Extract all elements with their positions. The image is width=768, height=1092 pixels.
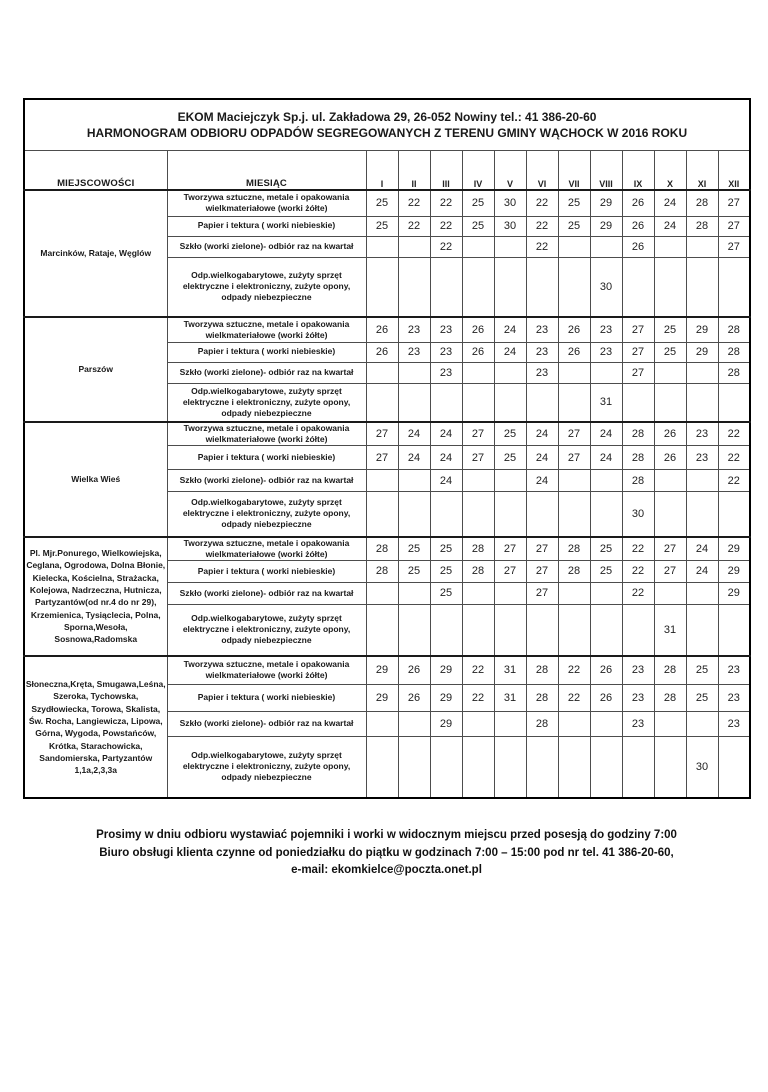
schedule-day-cell: 23	[398, 317, 430, 342]
column-header-month-IV: IV	[462, 151, 494, 191]
schedule-day-cell: 28	[526, 684, 558, 711]
schedule-day-cell: 28	[462, 560, 494, 582]
schedule-day-cell: 26	[462, 342, 494, 362]
schedule-day-cell: 23	[718, 684, 750, 711]
schedule-day-cell: 22	[718, 446, 750, 470]
schedule-day-cell: 27	[462, 446, 494, 470]
schedule-day-cell: 22	[430, 216, 462, 236]
schedule-day-cell	[686, 492, 718, 537]
schedule-day-cell: 29	[590, 190, 622, 216]
schedule-day-cell: 27	[526, 537, 558, 561]
waste-type-label: Odp.wielkogabarytowe, zużyty sprzęt elektryczne i elektroniczny, zużyte opony, odpady niebezpieczne	[167, 492, 366, 537]
schedule-day-cell	[398, 257, 430, 317]
schedule-day-cell: 27	[494, 537, 526, 561]
schedule-day-cell	[558, 582, 590, 604]
waste-type-label: Tworzywa sztuczne, metale i opakowania wielkmateriałowe (worki żółte)	[167, 317, 366, 342]
schedule-day-cell: 27	[622, 317, 654, 342]
footer-note	[23, 827, 750, 880]
column-header-month-VIII: VIII	[590, 151, 622, 191]
schedule-day-cell	[398, 604, 430, 656]
schedule-day-cell: 23	[686, 446, 718, 470]
schedule-day-cell: 28	[686, 216, 718, 236]
schedule-day-cell	[398, 236, 430, 257]
title-line-2: HARMONOGRAM ODBIORU ODPADÓW SEGREGOWANYCH Z TERENU GMINY WĄCHOCK W 2016 ROKU	[86, 126, 688, 140]
schedule-day-cell	[686, 711, 718, 736]
schedule-day-cell: 22	[430, 190, 462, 216]
schedule-day-cell	[590, 582, 622, 604]
schedule-day-cell: 31	[654, 604, 686, 656]
schedule-day-cell: 26	[558, 317, 590, 342]
schedule-day-cell: 25	[686, 656, 718, 684]
schedule-day-cell: 24	[494, 342, 526, 362]
schedule-day-cell: 26	[622, 216, 654, 236]
column-header-row	[24, 151, 750, 191]
schedule-day-cell	[526, 257, 558, 317]
schedule-day-cell: 27	[718, 216, 750, 236]
schedule-day-cell: 27	[462, 422, 494, 446]
schedule-day-cell: 23	[398, 342, 430, 362]
schedule-day-cell	[462, 236, 494, 257]
table-row	[24, 656, 750, 684]
schedule-day-cell: 29	[718, 537, 750, 561]
schedule-day-cell: 23	[718, 711, 750, 736]
schedule-day-cell: 28	[718, 362, 750, 383]
waste-type-label: Papier i tektura ( worki niebieskie)	[167, 560, 366, 582]
waste-type-label: Odp.wielkogabarytowe, zużyty sprzęt elektryczne i elektroniczny, zużyte opony, odpady niebezpieczne	[167, 604, 366, 656]
schedule-day-cell: 25	[494, 422, 526, 446]
schedule-day-cell	[430, 604, 462, 656]
schedule-day-cell	[686, 257, 718, 317]
schedule-day-cell: 29	[430, 684, 462, 711]
schedule-day-cell	[398, 736, 430, 798]
schedule-day-cell: 23	[622, 711, 654, 736]
waste-type-label: Szkło (worki zielone)- odbiór raz na kwartał	[167, 711, 366, 736]
schedule-day-cell: 22	[526, 236, 558, 257]
schedule-day-cell: 25	[430, 537, 462, 561]
schedule-day-cell	[558, 711, 590, 736]
table-title-cell	[24, 99, 750, 151]
table-row	[24, 317, 750, 342]
column-header-places: MIEJSCOWOŚCI	[24, 151, 167, 191]
schedule-day-cell: 29	[686, 317, 718, 342]
schedule-day-cell	[718, 257, 750, 317]
schedule-day-cell: 23	[526, 342, 558, 362]
schedule-day-cell	[494, 736, 526, 798]
column-header-month-VI: VI	[526, 151, 558, 191]
schedule-day-cell	[494, 236, 526, 257]
schedule-day-cell: 27	[654, 560, 686, 582]
schedule-day-cell	[622, 257, 654, 317]
schedule-day-cell	[462, 736, 494, 798]
schedule-day-cell: 23	[686, 422, 718, 446]
schedule-day-cell: 28	[526, 711, 558, 736]
schedule-day-cell: 27	[718, 190, 750, 216]
schedule-day-cell: 25	[558, 216, 590, 236]
schedule-day-cell: 22	[622, 582, 654, 604]
schedule-day-cell: 23	[526, 362, 558, 383]
schedule-day-cell: 28	[622, 470, 654, 492]
schedule-day-cell	[558, 604, 590, 656]
place-cell: Parszów	[24, 317, 167, 422]
schedule-day-cell: 27	[366, 422, 398, 446]
schedule-day-cell: 29	[430, 711, 462, 736]
schedule-day-cell: 25	[686, 684, 718, 711]
schedule-day-cell	[494, 711, 526, 736]
schedule-day-cell: 25	[654, 342, 686, 362]
schedule-day-cell: 25	[430, 582, 462, 604]
schedule-day-cell: 26	[558, 342, 590, 362]
schedule-day-cell: 30	[622, 492, 654, 537]
column-header-month-XII: XII	[718, 151, 750, 191]
schedule-day-cell: 25	[462, 190, 494, 216]
document-page	[0, 98, 768, 1092]
place-cell: Pl. Mjr.Ponurego, Wielkowiejska, Ceglana, Ogrodowa, Dolna Błonie, Kielecka, Kościelna, Strażacka, Kolejowa, Nadrzeczna, Hutnicza, Partyzantów(od nr.4 do nr 29), Krzemienica, Tysiąclecia, Polna, Sporna,Wesoła, Sosnowa,Radomska	[24, 537, 167, 657]
schedule-day-cell: 29	[590, 216, 622, 236]
schedule-day-cell: 22	[718, 470, 750, 492]
schedule-day-cell: 25	[398, 537, 430, 561]
schedule-day-cell: 24	[430, 446, 462, 470]
schedule-day-cell	[462, 470, 494, 492]
schedule-day-cell: 27	[558, 422, 590, 446]
waste-type-label: Odp.wielkogabarytowe, zużyty sprzęt elektryczne i elektroniczny, zużyte opony, odpady niebezpieczne	[167, 736, 366, 798]
schedule-day-cell	[718, 604, 750, 656]
schedule-day-cell	[462, 492, 494, 537]
schedule-day-cell	[526, 736, 558, 798]
schedule-day-cell: 22	[558, 684, 590, 711]
schedule-day-cell: 27	[654, 537, 686, 561]
footer-line-2: Biuro obsługi klienta czynne od poniedziałku do piątku w godzinach 7:00 – 15:00 pod nr tel. 41 386-20-60,	[99, 846, 674, 859]
schedule-day-cell: 28	[366, 537, 398, 561]
schedule-day-cell: 26	[366, 342, 398, 362]
waste-type-label: Tworzywa sztuczne, metale i opakowania wielkmateriałowe (worki żółte)	[167, 422, 366, 446]
schedule-day-cell	[686, 604, 718, 656]
waste-type-label: Papier i tektura ( worki niebieskie)	[167, 216, 366, 236]
schedule-day-cell: 25	[366, 190, 398, 216]
schedule-day-cell	[398, 492, 430, 537]
schedule-day-cell	[430, 257, 462, 317]
schedule-day-cell: 24	[494, 317, 526, 342]
schedule-day-cell	[654, 383, 686, 422]
schedule-day-cell: 24	[430, 422, 462, 446]
schedule-day-cell	[462, 257, 494, 317]
schedule-day-cell: 22	[558, 656, 590, 684]
column-header-month-II: II	[398, 151, 430, 191]
schedule-day-cell	[654, 257, 686, 317]
schedule-day-cell: 24	[526, 470, 558, 492]
schedule-day-cell	[654, 582, 686, 604]
schedule-day-cell: 25	[654, 317, 686, 342]
schedule-day-cell: 28	[558, 537, 590, 561]
schedule-day-cell	[622, 604, 654, 656]
schedule-day-cell: 28	[654, 684, 686, 711]
schedule-day-cell: 22	[462, 684, 494, 711]
schedule-day-cell: 28	[526, 656, 558, 684]
schedule-day-cell	[558, 492, 590, 537]
column-header-month-VII: VII	[558, 151, 590, 191]
schedule-day-cell	[718, 383, 750, 422]
footer-line-3: e-mail: ekomkielce@poczta.onet.pl	[291, 864, 482, 877]
schedule-day-cell	[494, 470, 526, 492]
schedule-day-cell: 28	[686, 190, 718, 216]
schedule-day-cell	[366, 736, 398, 798]
schedule-day-cell: 25	[590, 537, 622, 561]
schedule-day-cell	[654, 362, 686, 383]
schedule-day-cell: 22	[398, 190, 430, 216]
schedule-day-cell: 29	[430, 656, 462, 684]
schedule-day-cell: 22	[718, 422, 750, 446]
schedule-day-cell	[398, 582, 430, 604]
schedule-day-cell	[398, 383, 430, 422]
schedule-day-cell: 26	[462, 317, 494, 342]
schedule-day-cell: 29	[366, 684, 398, 711]
schedule-day-cell: 26	[590, 656, 622, 684]
schedule-day-cell: 26	[622, 190, 654, 216]
schedule-day-cell: 29	[366, 656, 398, 684]
schedule-day-cell	[430, 383, 462, 422]
schedule-day-cell: 27	[622, 362, 654, 383]
schedule-day-cell: 22	[462, 656, 494, 684]
schedule-day-cell	[462, 582, 494, 604]
schedule-day-cell: 27	[558, 446, 590, 470]
waste-type-label: Papier i tektura ( worki niebieskie)	[167, 342, 366, 362]
schedule-day-cell	[462, 362, 494, 383]
schedule-day-cell	[558, 362, 590, 383]
schedule-day-cell	[622, 736, 654, 798]
schedule-day-cell: 26	[590, 684, 622, 711]
table-row	[24, 422, 750, 446]
schedule-day-cell: 26	[654, 422, 686, 446]
schedule-day-cell: 23	[430, 362, 462, 383]
schedule-day-cell	[558, 383, 590, 422]
schedule-day-cell: 23	[430, 317, 462, 342]
schedule-day-cell	[366, 257, 398, 317]
schedule-day-cell: 24	[686, 537, 718, 561]
schedule-day-cell: 23	[590, 342, 622, 362]
schedule-day-cell: 25	[462, 216, 494, 236]
place-cell: Słoneczna,Kręta, Smugawa,Leśna, Szeroka, Tychowska, Szydłowiecka, Torowa, Skalista, Św. Rocha, Langiewicza, Lipowa, Górna, Wygoda, Powstańców, Krótka, Starachowicka, Sandomierska, Partyzantów 1,1a,2,3,3a	[24, 656, 167, 798]
schedule-day-cell: 22	[622, 560, 654, 582]
schedule-day-cell	[590, 711, 622, 736]
schedule-day-cell: 28	[622, 446, 654, 470]
schedule-day-cell: 27	[494, 560, 526, 582]
schedule-day-cell: 24	[398, 422, 430, 446]
schedule-day-cell	[654, 492, 686, 537]
schedule-day-cell: 25	[430, 560, 462, 582]
column-header-month: MIESIĄC	[167, 151, 366, 191]
waste-type-label: Odp.wielkogabarytowe, zużyty sprzęt elektryczne i elektroniczny, zużyte opony, odpady niebezpieczne	[167, 383, 366, 422]
place-cell: Marcinków, Rataje, Węglów	[24, 190, 167, 317]
schedule-day-cell	[462, 383, 494, 422]
schedule-day-cell: 22	[622, 537, 654, 561]
schedule-day-cell	[494, 582, 526, 604]
schedule-day-cell: 25	[366, 216, 398, 236]
schedule-day-cell	[558, 257, 590, 317]
schedule-day-cell	[686, 582, 718, 604]
schedule-day-cell: 27	[718, 236, 750, 257]
schedule-day-cell	[494, 257, 526, 317]
schedule-day-cell: 23	[430, 342, 462, 362]
title-row	[24, 99, 750, 151]
schedule-day-cell: 26	[398, 656, 430, 684]
schedule-day-cell: 25	[558, 190, 590, 216]
waste-type-label: Szkło (worki zielone)- odbiór raz na kwartał	[167, 362, 366, 383]
schedule-day-cell: 29	[686, 342, 718, 362]
schedule-day-cell: 31	[494, 656, 526, 684]
schedule-day-cell	[366, 362, 398, 383]
schedule-day-cell: 24	[430, 470, 462, 492]
schedule-day-cell: 28	[654, 656, 686, 684]
schedule-day-cell	[366, 236, 398, 257]
schedule-day-cell: 23	[718, 656, 750, 684]
column-header-month-I: I	[366, 151, 398, 191]
column-header-month-V: V	[494, 151, 526, 191]
schedule-day-cell	[558, 736, 590, 798]
schedule-day-cell	[494, 604, 526, 656]
schedule-day-cell: 30	[686, 736, 718, 798]
schedule-day-cell	[590, 492, 622, 537]
schedule-day-cell: 24	[654, 190, 686, 216]
place-cell: Wielka Wieś	[24, 422, 167, 537]
waste-type-label: Szkło (worki zielone)- odbiór raz na kwartał	[167, 582, 366, 604]
schedule-day-cell	[366, 470, 398, 492]
schedule-day-cell	[718, 492, 750, 537]
schedule-day-cell	[526, 383, 558, 422]
schedule-day-cell: 27	[526, 582, 558, 604]
schedule-day-cell: 31	[494, 684, 526, 711]
schedule-day-cell: 25	[590, 560, 622, 582]
schedule-day-cell: 24	[686, 560, 718, 582]
schedule-day-cell: 24	[398, 446, 430, 470]
schedule-day-cell	[654, 470, 686, 492]
schedule-day-cell: 24	[590, 422, 622, 446]
waste-type-label: Tworzywa sztuczne, metale i opakowania wielkmateriałowe (worki żółte)	[167, 190, 366, 216]
waste-type-label: Tworzywa sztuczne, metale i opakowania wielkmateriałowe (worki żółte)	[167, 537, 366, 561]
schedule-day-cell	[622, 383, 654, 422]
schedule-day-cell: 27	[366, 446, 398, 470]
schedule-day-cell	[398, 711, 430, 736]
schedule-day-cell: 30	[494, 216, 526, 236]
schedule-day-cell	[398, 470, 430, 492]
schedule-day-cell	[462, 711, 494, 736]
schedule-day-cell	[590, 236, 622, 257]
schedule-day-cell: 23	[622, 656, 654, 684]
schedule-day-cell: 28	[558, 560, 590, 582]
schedule-day-cell: 26	[398, 684, 430, 711]
schedule-day-cell: 28	[718, 342, 750, 362]
schedule-day-cell	[494, 383, 526, 422]
schedule-day-cell: 24	[526, 422, 558, 446]
schedule-day-cell	[686, 383, 718, 422]
column-header-month-X: X	[654, 151, 686, 191]
schedule-day-cell: 30	[494, 190, 526, 216]
table-row	[24, 537, 750, 561]
schedule-day-cell	[590, 470, 622, 492]
waste-type-label: Szkło (worki zielone)- odbiór raz na kwartał	[167, 236, 366, 257]
schedule-day-cell	[558, 236, 590, 257]
schedule-day-cell: 26	[654, 446, 686, 470]
schedule-day-cell: 28	[718, 317, 750, 342]
schedule-day-cell: 26	[366, 317, 398, 342]
schedule-day-cell: 28	[622, 422, 654, 446]
schedule-day-cell	[430, 492, 462, 537]
schedule-day-cell	[590, 736, 622, 798]
waste-type-label: Szkło (worki zielone)- odbiór raz na kwartał	[167, 470, 366, 492]
schedule-day-cell	[366, 492, 398, 537]
schedule-day-cell: 27	[526, 560, 558, 582]
schedule-day-cell: 28	[462, 537, 494, 561]
schedule-day-cell: 25	[398, 560, 430, 582]
schedule-day-cell: 22	[526, 190, 558, 216]
column-header-month-XI: XI	[686, 151, 718, 191]
schedule-day-cell	[590, 362, 622, 383]
schedule-day-cell	[398, 362, 430, 383]
schedule-day-cell: 30	[590, 257, 622, 317]
schedule-day-cell: 23	[526, 317, 558, 342]
table-row	[24, 190, 750, 216]
schedule-day-cell	[686, 362, 718, 383]
waste-type-label: Papier i tektura ( worki niebieskie)	[167, 684, 366, 711]
schedule-day-cell	[654, 736, 686, 798]
schedule-day-cell: 31	[590, 383, 622, 422]
schedule-day-cell	[590, 604, 622, 656]
schedule-day-cell: 27	[622, 342, 654, 362]
schedule-day-cell: 22	[398, 216, 430, 236]
schedule-day-cell	[494, 492, 526, 537]
schedule-day-cell	[718, 736, 750, 798]
schedule-day-cell	[654, 711, 686, 736]
schedule-day-cell: 22	[526, 216, 558, 236]
waste-type-label: Papier i tektura ( worki niebieskie)	[167, 446, 366, 470]
schedule-day-cell	[494, 362, 526, 383]
schedule-day-cell	[686, 470, 718, 492]
schedule-day-cell: 24	[590, 446, 622, 470]
schedule-day-cell: 24	[654, 216, 686, 236]
schedule-day-cell: 28	[366, 560, 398, 582]
schedule-day-cell	[366, 383, 398, 422]
schedule-day-cell: 24	[526, 446, 558, 470]
schedule-day-cell	[430, 736, 462, 798]
schedule-day-cell	[526, 492, 558, 537]
schedule-day-cell: 23	[590, 317, 622, 342]
schedule-day-cell: 29	[718, 560, 750, 582]
waste-type-label: Tworzywa sztuczne, metale i opakowania wielkmateriałowe (worki żółte)	[167, 656, 366, 684]
schedule-day-cell: 26	[622, 236, 654, 257]
column-header-month-III: III	[430, 151, 462, 191]
schedule-day-cell	[654, 236, 686, 257]
schedule-day-cell	[366, 582, 398, 604]
title-line-1: EKOM Maciejczyk Sp.j. ul. Zakładowa 29, 26-052 Nowiny tel.: 41 386-20-60	[177, 110, 597, 124]
schedule-day-cell: 29	[718, 582, 750, 604]
schedule-day-cell: 22	[430, 236, 462, 257]
schedule-day-cell	[366, 604, 398, 656]
schedule-day-cell	[462, 604, 494, 656]
schedule-table	[23, 98, 751, 799]
schedule-day-cell	[558, 470, 590, 492]
schedule-day-cell: 23	[622, 684, 654, 711]
schedule-day-cell	[366, 711, 398, 736]
schedule-body	[24, 99, 750, 798]
waste-type-label: Odp.wielkogabarytowe, zużyty sprzęt elektryczne i elektroniczny, zużyte opony, odpady niebezpieczne	[167, 257, 366, 317]
column-header-month-IX: IX	[622, 151, 654, 191]
footer-line-1: Prosimy w dniu odbioru wystawiać pojemniki i worki w widocznym miejscu przed posesją do godziny 7:00	[96, 829, 677, 842]
schedule-day-cell	[686, 236, 718, 257]
schedule-day-cell: 25	[494, 446, 526, 470]
schedule-day-cell	[526, 604, 558, 656]
